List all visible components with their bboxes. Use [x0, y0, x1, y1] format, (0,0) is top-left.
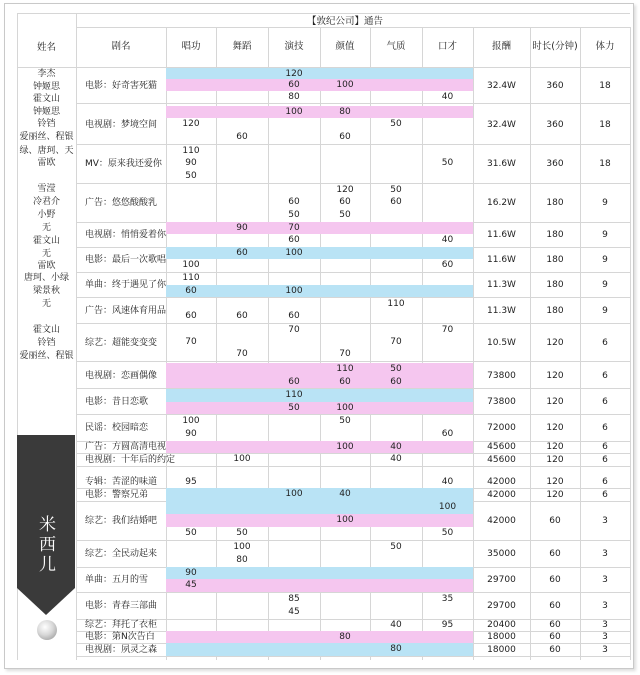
performer-name: 无	[41, 249, 51, 259]
stamina-value: 3	[602, 574, 608, 585]
duration-value: 120	[546, 396, 564, 407]
column-header: 体力	[595, 41, 615, 52]
performer-name: 霍文山	[32, 94, 60, 104]
project-title: 电视剧：夙灵之森	[85, 644, 158, 655]
stat-value: 60	[441, 260, 454, 270]
column-header: 报酬	[491, 41, 511, 52]
stamina-value: 6	[602, 337, 608, 348]
duration-value: 60	[549, 620, 561, 630]
column-header: 时长(分钟)	[532, 41, 578, 52]
column-header: 颜值	[335, 41, 355, 52]
duration-value: 60	[549, 549, 561, 559]
stat-value: 100	[182, 416, 200, 426]
stamina-value: 9	[602, 229, 608, 240]
stat-value: 40	[390, 442, 402, 452]
performer-name: 钟姬思	[32, 107, 60, 117]
duration-value: 120	[546, 370, 564, 381]
duration-value: 180	[546, 305, 564, 316]
stamina-value: 18	[599, 80, 611, 91]
stat-value: 40	[339, 489, 351, 499]
performer-name: 爱丽丝、程银	[19, 351, 74, 361]
performer-name: 无	[41, 223, 51, 233]
pay-value: 18000	[487, 632, 516, 642]
stat-value: 70	[185, 337, 197, 347]
stamina-value: 3	[602, 644, 608, 655]
stat-value: 60	[288, 377, 300, 387]
sheet-title: 【敦纪公司】通告	[306, 16, 383, 27]
stamina-value: 18	[599, 120, 611, 130]
stat-value: 110	[285, 390, 303, 400]
duration-value: 180	[546, 254, 564, 265]
grid-hline	[76, 27, 630, 28]
stat-value: 60	[185, 311, 197, 321]
stat-value: 60	[339, 132, 351, 142]
duration-value: 360	[546, 159, 564, 169]
performer-name: 唐珂、小绿	[23, 273, 69, 283]
stat-value: 100	[336, 515, 354, 525]
grid-vline	[630, 27, 631, 660]
duration-value: 120	[546, 442, 564, 452]
pay-value: 29700	[487, 601, 516, 611]
project-title: 电影：青春三部曲	[85, 601, 158, 611]
duration-value: 60	[549, 632, 561, 642]
stat-value: 50	[185, 528, 197, 538]
pay-value: 11.6W	[487, 254, 516, 265]
stamina-value: 18	[599, 159, 611, 169]
project-title: 单曲：五月的雪	[85, 574, 149, 585]
stat-value: 60	[339, 197, 351, 207]
stat-value: 50	[441, 528, 454, 538]
performer-name: 雷欧	[37, 261, 56, 271]
stat-value: 120	[336, 185, 354, 195]
pay-value: 45600	[487, 442, 516, 452]
stat-value: 50	[390, 119, 402, 129]
project-title: 电影：最后一次歌唱	[85, 254, 167, 265]
stamina-value: 3	[602, 515, 608, 526]
duration-value: 60	[549, 574, 561, 585]
stat-value: 110	[182, 273, 200, 283]
stat-value: 70	[288, 223, 300, 233]
stat-value: 60	[390, 197, 402, 207]
column-header: 姓名	[36, 42, 56, 53]
performer-name: 梁景秋	[32, 286, 60, 296]
performer-name: 铃铛	[37, 119, 56, 129]
stamina-value: 3	[602, 632, 608, 642]
stat-value: 60	[339, 377, 351, 387]
duration-value: 60	[549, 601, 561, 611]
stat-value: 70	[236, 349, 248, 359]
stat-value: 100	[233, 542, 251, 552]
project-title: 电影：第N次告白	[85, 632, 155, 642]
stat-value: 60	[236, 248, 248, 258]
stamina-value: 9	[602, 198, 608, 208]
stat-value: 45	[288, 607, 300, 617]
stat-value: 80	[390, 644, 402, 654]
duration-value: 360	[546, 80, 564, 91]
pay-value: 11.6W	[487, 229, 516, 240]
stat-value: 100	[336, 442, 354, 452]
stat-value: 100	[336, 80, 354, 90]
stamina-value: 6	[602, 477, 608, 487]
grid-vline	[216, 27, 217, 660]
pay-value: 42000	[487, 515, 516, 526]
project-title: 综艺：拜托了衣柜	[85, 620, 158, 630]
grid-hline	[76, 656, 630, 657]
pay-value: 11.3W	[487, 279, 516, 290]
watermark-dot-icon	[37, 620, 57, 640]
column-header: 口才	[437, 41, 457, 52]
stat-value: 100	[336, 403, 354, 413]
stat-value: 60	[441, 429, 454, 439]
stat-value: 95	[185, 477, 197, 487]
stat-value: 40	[441, 235, 454, 245]
stat-value: 100	[182, 260, 200, 270]
duration-value: 120	[546, 489, 564, 500]
stat-value: 60	[390, 377, 402, 387]
stat-value: 70	[339, 349, 351, 359]
grid-hline	[76, 103, 630, 104]
project-title: 电视剧：悄悄爱着你	[85, 229, 167, 240]
grid-hline	[76, 361, 630, 362]
pay-value: 72000	[487, 423, 516, 433]
stamina-value: 9	[602, 279, 608, 290]
performer-name: 钟姬思	[32, 82, 60, 92]
stat-value: 60	[288, 311, 300, 321]
performer-name: 霍文山	[32, 236, 60, 246]
stamina-value: 3	[602, 601, 608, 611]
project-title: 综艺：超能变变变	[85, 337, 158, 348]
pay-value: 73800	[487, 370, 516, 381]
project-title: 广告：悠悠酸酸乳	[85, 198, 158, 208]
column-header: 气质	[386, 41, 406, 52]
stat-value: 50	[441, 158, 454, 168]
pay-value: 31.6W	[487, 159, 516, 169]
grid-hline	[76, 297, 630, 298]
duration-value: 180	[546, 279, 564, 290]
grid-vline	[320, 27, 321, 660]
stat-value: 80	[236, 555, 248, 565]
performer-name: 霍文山	[32, 325, 60, 335]
stat-value: 100	[233, 454, 251, 464]
pay-value: 20400	[487, 620, 516, 630]
project-title: 民谣：校园暗恋	[85, 423, 149, 433]
project-title: 电影：昔日恋歌	[85, 396, 149, 407]
stamina-value: 9	[602, 305, 608, 316]
stat-value: 90	[236, 223, 248, 233]
duration-value: 180	[546, 198, 564, 208]
duration-value: 120	[546, 454, 564, 465]
stat-value: 100	[285, 248, 303, 258]
grid-hline	[17, 13, 630, 14]
stat-value: 50	[390, 364, 402, 374]
duration-value: 120	[546, 477, 564, 487]
duration-value: 360	[546, 120, 564, 130]
project-title: 电视剧：十年后的约定	[85, 454, 176, 465]
stamina-value: 9	[602, 254, 608, 265]
stat-value: 35	[441, 594, 454, 604]
stat-value: 50	[390, 542, 402, 552]
pay-value: 16.2W	[487, 198, 516, 208]
stat-value: 50	[339, 210, 351, 220]
stat-value: 60	[185, 286, 197, 296]
pay-value: 32.4W	[487, 80, 516, 91]
grid-hline	[76, 592, 630, 593]
stat-value: 80	[288, 92, 300, 102]
stamina-value: 6	[602, 370, 608, 381]
performer-name: 小野	[37, 210, 56, 220]
project-title: 单曲：终于遇见了你	[85, 279, 167, 290]
project-title: 电影：警察兄弟	[85, 489, 149, 500]
stat-value: 60	[236, 132, 248, 142]
project-title: 专辑：苦涩的味道	[85, 477, 158, 487]
stat-value: 110	[336, 364, 354, 374]
performer-name: 无	[41, 299, 51, 309]
stat-value: 110	[182, 146, 200, 156]
stamina-value: 3	[602, 620, 608, 630]
stat-value: 120	[182, 119, 200, 129]
performer-name: 绿、唐珂、天	[19, 146, 74, 156]
stat-value: 50	[185, 171, 197, 181]
stat-value: 70	[288, 325, 300, 335]
pay-value: 11.3W	[487, 305, 516, 316]
duration-value: 60	[549, 515, 561, 526]
grid-vline	[268, 27, 269, 660]
grid-vline	[76, 13, 77, 660]
highlight-band	[166, 643, 473, 656]
stamina-value: 6	[602, 396, 608, 407]
duration-value: 60	[549, 644, 561, 655]
stat-value: 60	[236, 311, 248, 321]
stat-value: 100	[438, 502, 457, 512]
performer-name: 冷君介	[32, 197, 60, 207]
grid-hline	[76, 144, 630, 145]
stat-value: 40	[441, 477, 454, 487]
project-title: 电视剧：梦境空间	[85, 120, 158, 130]
stat-value: 85	[288, 594, 300, 604]
stat-value: 50	[339, 416, 351, 426]
performer-name: 雪滢	[37, 184, 56, 194]
stat-value: 40	[441, 92, 454, 102]
stat-value: 70	[390, 337, 402, 347]
stat-value: 60	[288, 80, 300, 90]
stat-value: 90	[185, 568, 197, 578]
grid-hline	[76, 183, 630, 184]
project-title: 综艺：我们结婚吧	[85, 515, 158, 526]
project-title: 电影：好奇害死猫	[85, 80, 158, 91]
stat-value: 50	[288, 210, 300, 220]
stat-value: 60	[288, 235, 300, 245]
stat-value: 50	[288, 403, 300, 413]
pay-value: 73800	[487, 396, 516, 407]
duration-value: 120	[546, 337, 564, 348]
column-header: 舞蹈	[232, 41, 252, 52]
stat-value: 50	[390, 185, 402, 195]
stat-value: 70	[441, 325, 454, 335]
grid-hline	[76, 466, 630, 467]
performer-name: 铃铛	[37, 338, 56, 348]
column-header: 演技	[284, 41, 304, 52]
pay-value: 29700	[487, 574, 516, 585]
stat-value: 100	[285, 286, 303, 296]
pay-value: 42000	[487, 477, 516, 487]
grid-vline	[422, 27, 423, 660]
pay-value: 10.5W	[487, 337, 516, 348]
watermark-text: 米西儿	[35, 515, 55, 575]
stat-value: 40	[390, 620, 402, 630]
stat-value: 80	[339, 107, 351, 117]
performer-name: 雷欧	[37, 158, 56, 168]
column-header: 剧名	[111, 41, 131, 52]
duration-value: 120	[546, 423, 564, 433]
pay-value: 35000	[487, 549, 516, 559]
grid-hline	[76, 414, 630, 415]
stamina-value: 6	[602, 442, 608, 452]
stat-value: 90	[185, 429, 197, 439]
project-title: 广告：方圆高清电视	[85, 442, 167, 452]
project-title: 综艺：全民动起来	[85, 549, 158, 559]
pay-value: 18000	[487, 644, 516, 655]
grid-hline	[76, 323, 630, 324]
stat-value: 80	[339, 632, 351, 642]
stamina-value: 6	[602, 454, 608, 465]
stat-value: 60	[288, 197, 300, 207]
stat-value: 100	[285, 107, 303, 117]
performer-name: 爱丽丝、程银	[19, 132, 74, 142]
stat-value: 45	[185, 580, 197, 590]
stamina-value: 6	[602, 423, 608, 433]
stat-value: 50	[236, 528, 248, 538]
stat-value: 95	[441, 620, 454, 630]
stat-value: 90	[185, 158, 197, 168]
duration-value: 180	[546, 229, 564, 240]
performer-name: 李杰	[37, 69, 56, 79]
stat-value: 40	[390, 454, 402, 464]
project-title: MV：原来我还爱你	[85, 159, 162, 169]
pay-value: 32.4W	[487, 120, 516, 130]
column-header: 唱功	[181, 41, 201, 52]
stat-value: 120	[285, 69, 303, 79]
stat-value: 110	[387, 299, 405, 309]
project-title: 电视剧：恋画偶像	[85, 370, 158, 381]
grid-hline	[76, 540, 630, 541]
project-title: 广告：风速体育用品	[85, 305, 167, 316]
pay-value: 45600	[487, 454, 516, 465]
grid-hline	[76, 272, 630, 273]
pay-value: 42000	[487, 489, 516, 500]
stamina-value: 6	[602, 489, 608, 500]
stamina-value: 3	[602, 549, 608, 559]
stat-value: 100	[285, 489, 303, 499]
